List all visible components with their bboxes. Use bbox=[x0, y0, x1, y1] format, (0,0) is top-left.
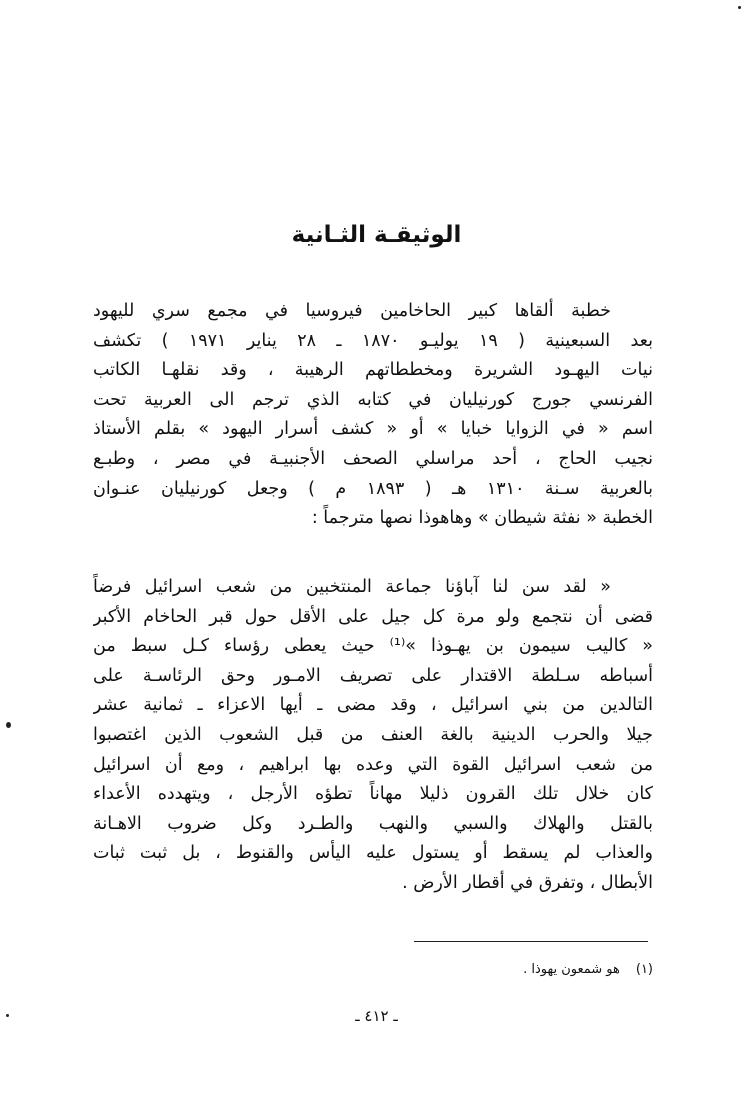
paragraph-line: جيلا والحرب الدينية بالغة العنف من قبل الشعوب الذين اغتصبوا bbox=[93, 724, 653, 745]
paragraph-line: الأبطال ، وتفرق في أقطار الأرض . bbox=[402, 872, 653, 893]
paragraph-line: الخطبة « نفثة شيطان » وهاهوذا نصها مترجماً : bbox=[311, 508, 653, 529]
scan-speck bbox=[6, 1014, 9, 1017]
paragraph-line: والعذاب لم يسقط أو يستول عليه اليأس والقنوط ، بل ثبت ثبات bbox=[93, 843, 653, 864]
paragraph-line: اسم « في الزوايا خبايا » أو « كشف أسرار اليهود » بقلم الأستاذ bbox=[93, 419, 653, 440]
paragraph-line: بالعربية سـنة ١٣١٠ هـ ( ١٨٩٣ م ) وجعل كورنيليان عنـوان bbox=[93, 478, 653, 499]
paragraph-line: « كاليب سيمون بن يهـوذا »⁽¹⁾ حيث يعطى رؤساء كـل سبط من bbox=[93, 636, 653, 657]
footnote-text: هو شمعون يهوذا . bbox=[523, 962, 620, 977]
scan-speck bbox=[738, 6, 741, 9]
paragraph-line: نجيب الحاج ، أحد مراسلي الصحف الأجنبيـة في مصر ، وطبـع bbox=[93, 448, 653, 469]
paragraph-line: بالقتل والهلاك والسبي والنهب والطـرد وكل ضروب الاهـانة bbox=[93, 813, 653, 834]
footnote bbox=[300, 960, 653, 980]
footnote-divider bbox=[414, 941, 648, 942]
paragraph-line: بعد السبعينية ( ١٩ يوليـو ١٨٧٠ ـ ٢٨ يناير ١٩٧١ ) تكشف bbox=[93, 330, 653, 351]
footnote-number: (١) bbox=[635, 962, 653, 977]
paragraph-line: التالدين من بني اسرائيل ، وقد مضى ـ أيها الاعزاء ـ ثمانية عشر bbox=[93, 695, 653, 716]
speech-paragraph bbox=[93, 573, 653, 899]
paragraph-line: من شعب اسرائيل القوة التي وعده بها ابراهيم ، ومع أن اسرائيل bbox=[93, 754, 653, 775]
paragraph-line: الفرنسي جورج كورنيليان في كتابه الذي ترجم الى العربية تحت bbox=[93, 389, 653, 410]
scan-speck bbox=[6, 722, 11, 728]
document-title: الوثيقـة الثـانية bbox=[291, 222, 462, 248]
intro-paragraph bbox=[93, 297, 653, 534]
paragraph-line: « لقد سن لنا آباؤنا جماعة المنتخبين من شعب اسرائيل فرضاً bbox=[93, 577, 611, 597]
paragraph-line: أسباطه سـلطة الاقتدار على تصريف الامـور وحق الرئاسـة على bbox=[93, 665, 653, 686]
page-number: ـ ٤١٢ ـ bbox=[355, 1007, 398, 1025]
paragraph-line: قضى أن نتجمع ولو مرة كل جيل على الأقل حول قبر الحاخام الأكبر bbox=[93, 606, 653, 627]
paragraph-line: خطبة ألقاها كبير الحاخامين فيروسيا في مجمع سري لليهود bbox=[93, 301, 611, 321]
paragraph-line: نيات اليهـود الشريرة ومخططاتهم الرهيبة ، وقد نقلهـا الكاتب bbox=[93, 360, 653, 381]
paragraph-line: كان خلال تلك القرون ذليلا مهاناً تطؤه الأرجل ، ويتهدده الأعداء bbox=[93, 784, 653, 805]
